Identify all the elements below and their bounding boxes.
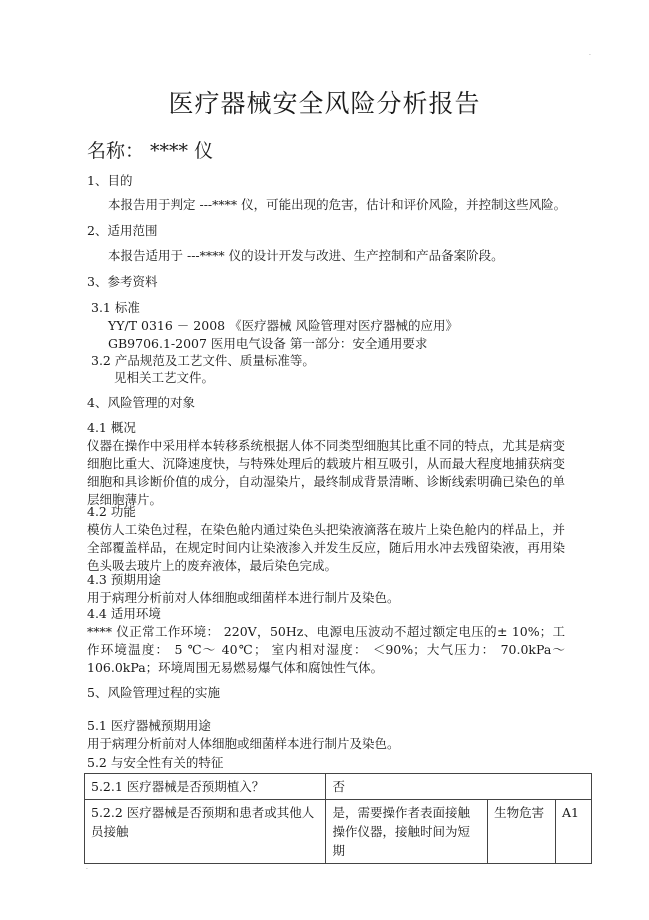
- section-2-heading: 2、适用范围: [87, 223, 158, 238]
- section-2-text: 本报告适用于 ---**** 仪的设计开发与改进、生产控制和产品备案阶段。: [108, 248, 504, 263]
- section-4-3-label: 4.3 预期用途: [87, 572, 161, 587]
- table-cell-question: 5.2.1 医疗器械是否预期植入？: [85, 774, 326, 800]
- standard-2: GB9706.1-2007 医用电气设备 第一部分：安全通用要求: [108, 336, 428, 351]
- section-4-2-label: 4.2 功能: [87, 504, 136, 519]
- corner-dot: ·: [589, 52, 591, 59]
- section-4-4-label: 4.4 适用环境: [87, 606, 161, 621]
- section-3-1-label: 3.1 标准: [91, 300, 140, 315]
- section-5-1-text: 用于病理分析前对人体细胞或细菌样本进行制片及染色。: [87, 736, 400, 751]
- section-4-2-text: 模仿人工染色过程，在染色舱内通过染色头把染液滴落在玻片上染色舱内的样品上，并全部覆盖样品，在规定时间内让染液渗入并发生反应，随后用水冲去残留染液，再用染色头吸去玻片上的废弃液体，最后染色完成。: [87, 522, 565, 573]
- section-4-3-text: 用于病理分析前对人体细胞或细菌样本进行制片及染色。: [87, 590, 400, 605]
- table-cell-answer: 否: [326, 774, 592, 800]
- standard-1: YY/T 0316 － 2008 《医疗器械 风险管理对医疗器械的应用》: [108, 318, 459, 333]
- table-row: [85, 774, 592, 800]
- section-1-heading: 1、目的: [87, 173, 133, 188]
- section-3-heading: 3、参考资料: [87, 274, 158, 289]
- table-row: [85, 800, 592, 864]
- section-5-heading: 5、风险管理过程的实施: [87, 685, 220, 700]
- section-5-1-label: 5.1 医疗器械预期用途: [87, 718, 211, 733]
- section-3-2-label: 3.2 产品规范及工艺文件、质量标准等。: [91, 353, 315, 368]
- corner-dot: ·: [86, 866, 88, 873]
- section-4-heading: 4、风险管理的对象: [87, 395, 195, 410]
- table-cell-question: 5.2.2 医疗器械是否预期和患者或其他人员接触: [85, 800, 326, 864]
- section-1-text: 本报告用于判定 ---**** 仪，可能出现的危害，估计和评价风险，并控制这些风险。: [108, 197, 567, 212]
- table-cell-code: A1: [555, 800, 591, 864]
- page-title: 医疗器械安全风险分析报告: [168, 89, 481, 118]
- safety-characteristics-table: [84, 773, 592, 864]
- table-cell-answer: 是，需要操作者表面接触操作仪器，接触时间为短期: [326, 800, 488, 864]
- section-4-4-text: **** 仪正常工作环境： 220V，50Hz、电源电压波动不超过额定电压的± 10%；工作环境温度： 5 ℃～ 40℃； 室内相对湿度： ＜90%；大气压力： 70.0kPa～ 106.0kPa；环境周围无易燃易爆气体和腐蚀性气体。: [87, 624, 565, 675]
- section-4-1-label: 4.1 概况: [87, 420, 136, 435]
- product-name: 名称： **** 仪: [87, 140, 214, 162]
- section-5-2-label: 5.2 与安全性有关的特征: [87, 755, 224, 770]
- section-4-1-text: 仪器在操作中采用样本转移系统根据人体不同类型细胞其比重不同的特点，尤其是病变细胞比重大、沉降速度快，与特殊处理后的载玻片相互吸引，从而最大程度地捕获病变细胞和具诊断价值的成分，自动湿染片，最终制成背景清晰、诊断线索明确已染色的单层细胞薄片。: [87, 438, 565, 507]
- table-cell-hazard: 生物危害: [488, 800, 556, 864]
- section-3-2-text: 见相关工艺文件。: [114, 370, 215, 385]
